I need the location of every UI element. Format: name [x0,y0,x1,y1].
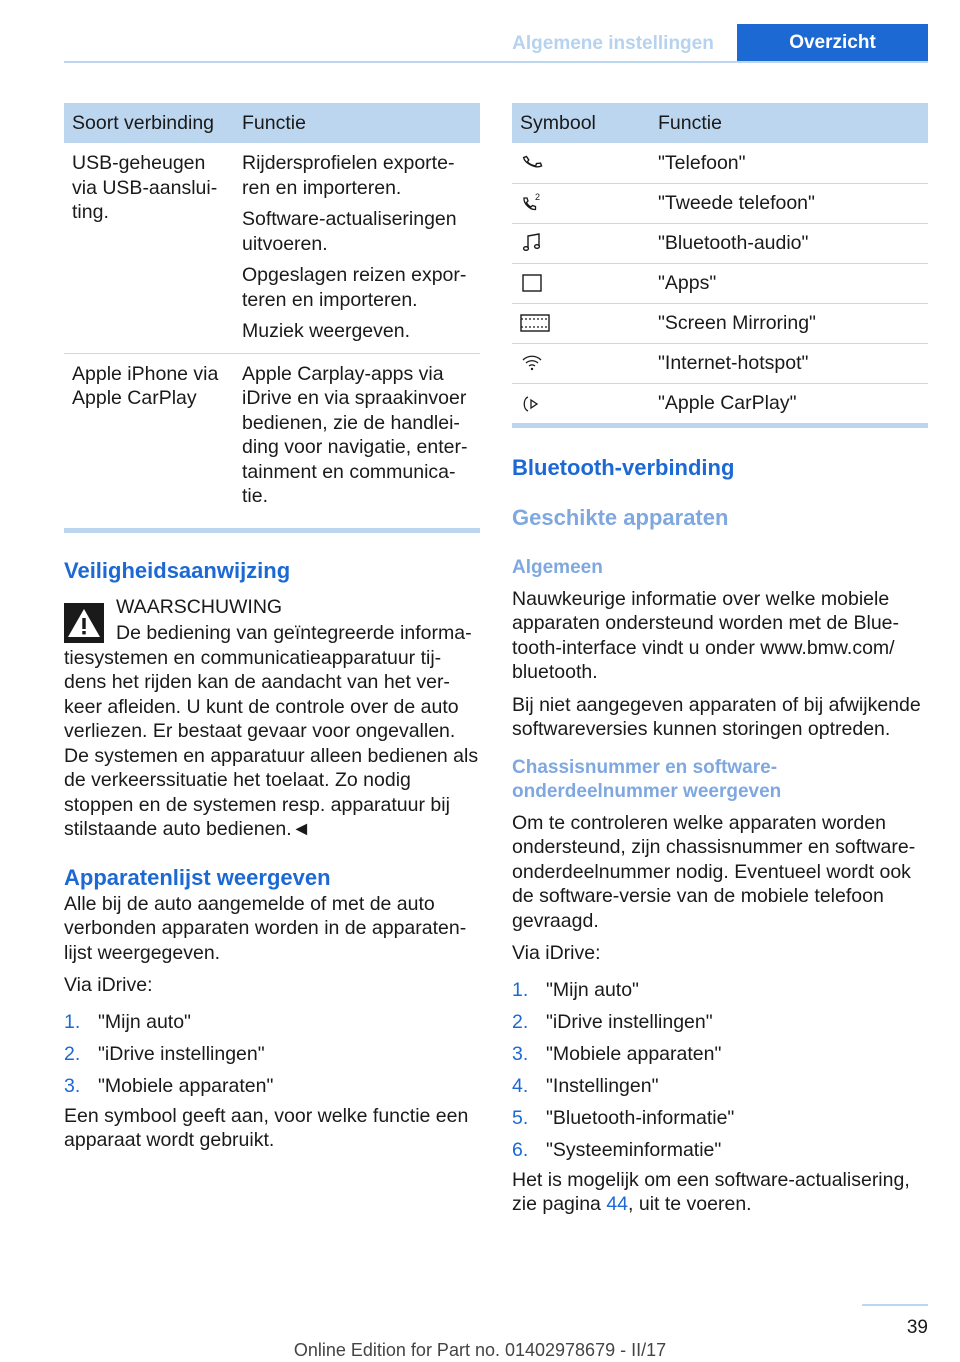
table-header-row [64,103,480,143]
svg-text:2: 2 [535,192,541,203]
update-text-before: Het is mogelijk om een software-actualisering, zie pagina [512,1168,910,1215]
symbol-cell [512,263,650,303]
chassis-title-line-2: onderdeelnummer weergeven [512,781,782,802]
step-text: "Mijn auto" [98,1010,191,1033]
column-header: Functie [650,103,928,143]
function-text: Muziek weergeven. [242,320,410,342]
wifi-icon [520,351,544,375]
carplay-icon [520,392,544,416]
step-number: 6. [512,1138,529,1161]
warning-triangle-icon [64,603,104,643]
table-row [512,263,928,303]
function-text: Rijdersprofielen exporte-ren en importeren. [242,152,455,199]
screen-mirroring-icon [520,311,550,335]
via-idrive: Via iDrive: [64,974,153,996]
step-number: 1. [512,978,529,1001]
step-number: 3. [512,1042,529,1065]
safety-title: Veiligheidsaanwijzing [64,557,291,583]
general-text: Nauwkeurige informatie over welke mobiele apparaten ondersteund worden met de Blue-tooth-interface vindt u onder www.bmw.com/ bluetooth. [512,587,900,683]
warning-label: WAARSCHUWING [116,595,283,618]
table-row [64,353,480,518]
device-list-steps [64,1006,480,1102]
step-number: 3. [64,1074,81,1097]
step-number: 4. [512,1074,529,1097]
table-row [512,183,928,223]
table-header-row [512,103,928,143]
table-row [512,143,928,183]
step-text: "Mijn auto" [546,978,639,1001]
update-text-after: , uit te voeren. [628,1193,752,1215]
symbol-cell [512,343,650,383]
function-cell: "Screen Mirroring" [650,303,928,343]
table-cell-type: USB-geheugen via USB-aanslui-ting. [64,143,234,353]
right-column [512,103,928,1217]
table-row [512,343,928,383]
apps-square-icon [520,271,544,295]
function-text: Apple Carplay-apps via iDrive en via spraakinvoer bedienen, zie de handlei-ding voor navigatie, enter-tainment en communica-tie. [242,362,468,507]
column-header: Symbool [512,103,650,143]
function-text: Opgeslagen reizen expor-teren en importeren. [242,264,467,311]
list-item [64,1006,480,1038]
table-end-bar [64,528,480,533]
chassis-title-line-1: Chassisnummer en software- [512,756,778,778]
bluetooth-steps [512,974,928,1166]
header-tab-overzicht[interactable]: Overzicht [737,24,928,62]
via-idrive: Via iDrive: [512,942,601,964]
header-section-title: Algemene instellingen [512,33,714,54]
list-item [512,1070,928,1102]
page-number: 39 [906,1317,928,1338]
column-header: Soort verbinding [64,103,234,143]
step-text: "iDrive instellingen" [546,1010,713,1033]
symbol-cell [512,143,650,183]
symbol-cell [512,303,650,343]
symbol-table [512,103,928,423]
left-column [64,103,480,1153]
footer-divider [862,1304,928,1306]
device-list-title: Apparatenlijst weergeven [64,864,331,890]
phone-icon [520,151,544,175]
step-number: 1. [64,1010,81,1033]
list-item [512,1038,928,1070]
list-item [512,1006,928,1038]
list-item [64,1070,480,1102]
second-phone-icon [520,191,544,215]
step-number: 5. [512,1106,529,1129]
page-44-link[interactable]: 44 [606,1193,629,1215]
step-text: "Mobiele apparaten" [546,1042,722,1065]
edition-text: Online Edition for Part no. 01402978679 - II/17 [293,1340,667,1360]
step-text: "Bluetooth-informatie" [546,1106,735,1129]
table-cell-type: Apple iPhone via Apple CarPlay [72,362,219,409]
bluetooth-title: Bluetooth-verbinding [512,455,735,480]
chassis-title [512,756,928,805]
function-cell: "Apple CarPlay" [658,392,797,414]
column-header: Functie [234,103,480,143]
music-note-icon [520,231,544,255]
table-row [512,383,928,423]
header-divider [64,61,928,63]
general-text-2: Bij niet aangegeven apparaten of bij afwijkende softwareversies kunnen storingen optreden. [512,693,921,740]
step-number: 2. [64,1042,81,1065]
function-cell: "Internet-hotspot" [650,343,928,383]
device-list-outro: Een symbool geeft aan, voor welke functie een apparaat wordt gebruikt. [64,1104,469,1151]
symbol-cell [512,383,650,423]
list-item [64,1038,480,1070]
step-text: "Instellingen" [546,1074,659,1097]
update-text [512,1168,928,1217]
step-text: "Systeeminformatie" [546,1138,722,1161]
connection-type-table [64,103,480,518]
table-row [512,223,928,263]
table-end-bar [512,423,928,428]
function-cell: "Bluetooth-audio" [650,223,928,263]
function-cell: "Tweede telefoon" [650,183,928,223]
general-title: Algemeen [512,557,603,578]
step-text: "iDrive instellingen" [98,1042,265,1065]
function-cell: "Telefoon" [650,143,928,183]
function-text: Software-actualiseringen uitvoeren. [242,208,457,255]
chassis-text: Om te controleren welke apparaten worden ondersteund, zijn chassisnummer en software-onderdeelnummer nodig. Eventueel wordt ook de software-versie van de mobiele telefoon gevraagd. [512,811,916,932]
symbol-cell [512,183,650,223]
list-item [512,1134,928,1166]
table-cell-functions [234,353,480,518]
symbol-cell [512,223,650,263]
list-item [512,974,928,1006]
warning-box [64,595,480,842]
table-row [64,143,480,353]
table-cell-functions [234,143,480,353]
compatible-devices-title: Geschikte apparaten [512,505,729,530]
table-row [512,303,928,343]
function-cell: "Apps" [650,263,928,303]
step-text: "Mobiele apparaten" [98,1074,274,1097]
step-number: 2. [512,1010,529,1033]
device-list-intro: Alle bij de auto aangemelde of met de auto verbonden apparaten worden in de apparaten-lijst weergegeven. [64,892,467,964]
list-item [512,1102,928,1134]
warning-text: De bediening van geïntegreerde informa-tiesystemen en communicatieapparatuur tij-dens het rijden kan de aandacht van het ver-keer afleiden. U kunt de controle over de auto verliezen. Er bestaat gevaar voor ongevallen. De systemen en apparatuur alleen bedienen als de verkeerssituatie het toelaat. Zo nodig stoppen en de systemen resp. apparatuur bij stilstaande auto bedienen.◄ [64,622,479,840]
